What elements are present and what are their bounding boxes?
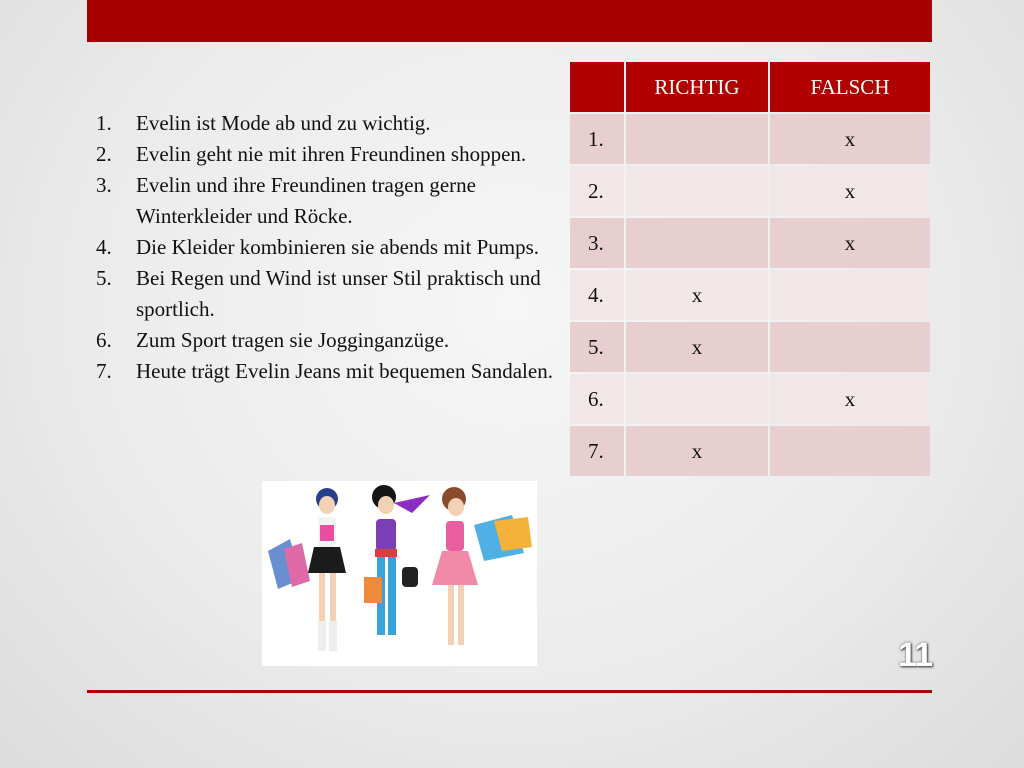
- falsch-cell: [770, 270, 930, 320]
- table-row: [570, 322, 930, 372]
- statement-item: [96, 139, 556, 170]
- richtig-cell: [626, 218, 768, 268]
- row-number: 1.: [570, 114, 624, 164]
- header-cell-falsch: FALSCH: [770, 62, 930, 112]
- girl-right-figure: [432, 487, 532, 645]
- falsch-cell: x: [770, 374, 930, 424]
- statement-number: 4.: [96, 235, 112, 259]
- statement-text: Zum Sport tragen sie Jogginganzüge.: [136, 328, 450, 352]
- statement-text: Bei Regen und Wind ist unser Stil praktisch und sportlich.: [136, 266, 541, 321]
- statement-number: 2.: [96, 142, 112, 166]
- table-row: [570, 426, 930, 476]
- statement-number: 6.: [96, 328, 112, 352]
- girl-left-figure: [268, 488, 346, 651]
- statement-number: 5.: [96, 266, 112, 290]
- row-number: 5.: [570, 322, 624, 372]
- statement-number: 7.: [96, 359, 112, 383]
- row-number: 7.: [570, 426, 624, 476]
- falsch-cell: x: [770, 166, 930, 216]
- richtig-cell: [626, 114, 768, 164]
- table-row: [570, 218, 930, 268]
- girl-middle-figure: [364, 485, 430, 635]
- statement-number: 3.: [96, 173, 112, 197]
- statement-item: [96, 232, 556, 263]
- falsch-cell: x: [770, 218, 930, 268]
- table-row: [570, 114, 930, 164]
- statement-item: [96, 356, 556, 387]
- row-number: 4.: [570, 270, 624, 320]
- header-cell-number: [570, 62, 624, 112]
- table-row: [570, 374, 930, 424]
- table-header-row: [570, 62, 930, 112]
- table-row: [570, 166, 930, 216]
- statement-text: Die Kleider kombinieren sie abends mit Pumps.: [136, 235, 540, 259]
- answer-table: [568, 60, 932, 478]
- page-number: 11: [898, 636, 932, 674]
- richtig-cell: x: [626, 426, 768, 476]
- richtig-cell: [626, 166, 768, 216]
- richtig-cell: x: [626, 322, 768, 372]
- richtig-cell: x: [626, 270, 768, 320]
- table-row: [570, 270, 930, 320]
- statement-text: Evelin geht nie mit ihren Freundinen shoppen.: [136, 142, 527, 166]
- row-number: 3.: [570, 218, 624, 268]
- row-number: 2.: [570, 166, 624, 216]
- row-number: 6.: [570, 374, 624, 424]
- richtig-cell: [626, 374, 768, 424]
- statement-number: 1.: [96, 111, 112, 135]
- top-accent-bar: [87, 0, 932, 42]
- statement-list: [96, 108, 556, 387]
- header-cell-richtig: RICHTIG: [626, 62, 768, 112]
- falsch-cell: x: [770, 114, 930, 164]
- shopping-girls-illustration: [262, 481, 537, 666]
- statement-item: [96, 263, 556, 325]
- falsch-cell: [770, 426, 930, 476]
- statement-text: Heute trägt Evelin Jeans mit bequemen Sandalen.: [136, 359, 553, 383]
- statement-text: Evelin ist Mode ab und zu wichtig.: [136, 111, 431, 135]
- statement-text: Evelin und ihre Freundinen tragen gerne Winterkleider und Röcke.: [136, 173, 476, 228]
- statement-item: [96, 108, 556, 139]
- falsch-cell: [770, 322, 930, 372]
- bottom-divider: [87, 690, 932, 693]
- shopping-girls-image: [262, 481, 537, 666]
- statement-item: [96, 325, 556, 356]
- statement-item: [96, 170, 556, 232]
